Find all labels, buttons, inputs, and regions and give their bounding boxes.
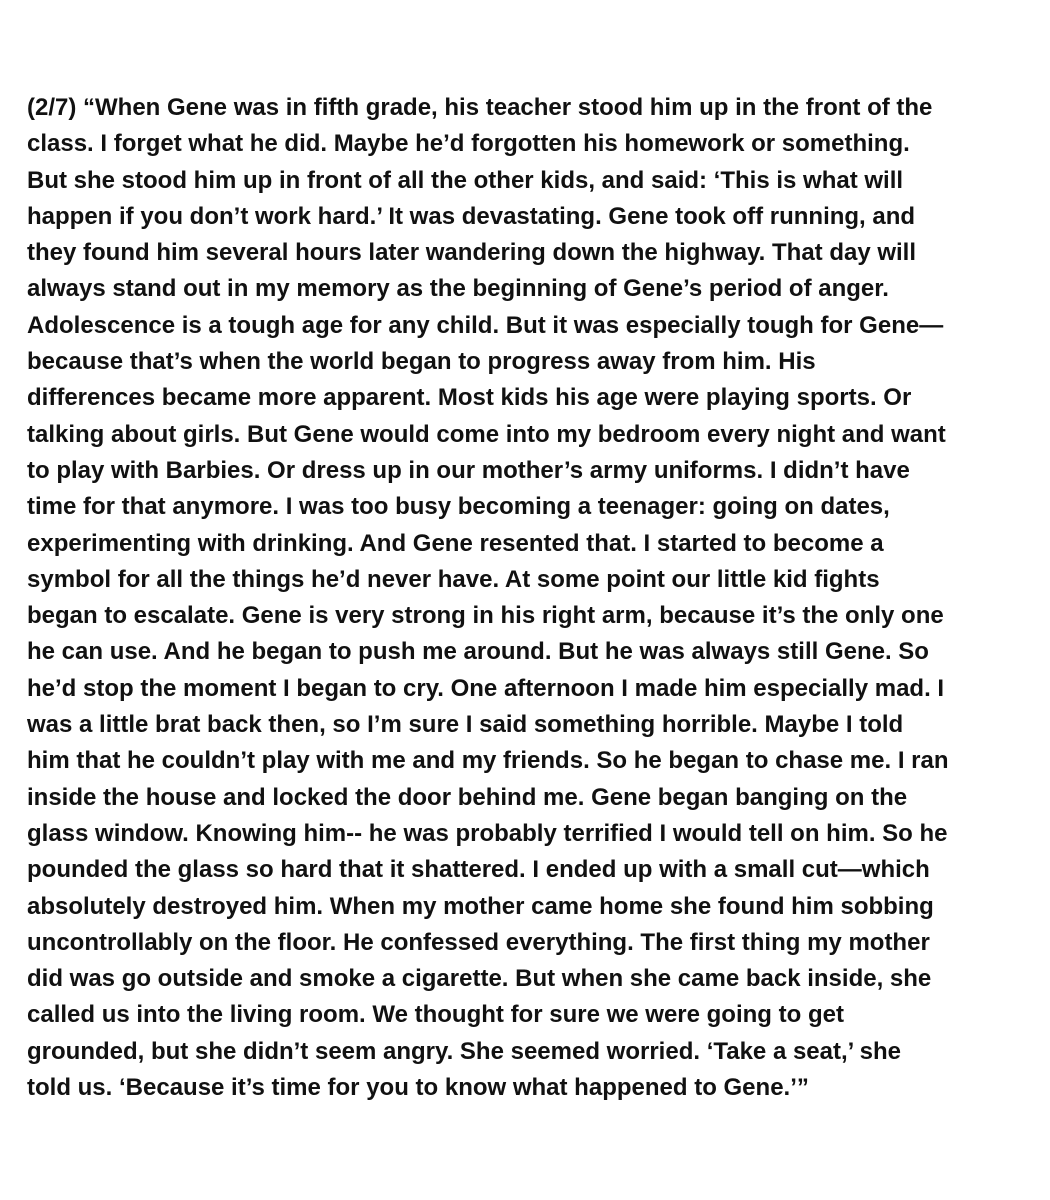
story-line: began to escalate. Gene is very strong in his right arm, because it’s the only one (27, 602, 944, 630)
story-line: called us into the living room. We thought for sure we were going to get (27, 1001, 844, 1029)
story-line: differences became more apparent. Most kids his age were playing sports. Or (27, 384, 912, 412)
story-line: he can use. And he began to push me around. But he was always still Gene. So (27, 638, 929, 666)
story-line: was a little brat back then, so I’m sure I said something horrible. Maybe I told (27, 711, 904, 739)
story-line: did was go outside and smoke a cigarette. But when she came back inside, she (27, 965, 932, 993)
story-line: experimenting with drinking. And Gene resented that. I started to become a (27, 529, 884, 557)
story-line: glass window. Knowing him-- he was probably terrified I would tell on him. So he (27, 819, 948, 847)
story-line: time for that anymore. I was too busy becoming a teenager: going on dates, (27, 493, 890, 521)
story-line: (2/7) “When Gene was in fifth grade, his teacher stood him up in the front of the (27, 94, 933, 121)
story-line: told us. ‘Because it’s time for you to know what happened to Gene.’” (27, 1074, 809, 1102)
story-line: to play with Barbies. Or dress up in our mother’s army uniforms. I didn’t have (27, 456, 910, 484)
story-line: because that’s when the world began to progress away from him. His (27, 348, 816, 376)
story-text (27, 90, 1027, 1106)
story-line: always stand out in my memory as the beginning of Gene’s period of anger. (27, 275, 889, 303)
story-line: symbol for all the things he’d never have. At some point our little kid fights (27, 565, 880, 593)
story-line: grounded, but she didn’t seem angry. She seemed worried. ‘Take a seat,’ she (27, 1037, 902, 1065)
story-line: But she stood him up in front of all the other kids, and said: ‘This is what will (27, 166, 904, 194)
story-line: him that he couldn’t play with me and my friends. So he began to chase me. I ran (27, 747, 949, 775)
story-line: talking about girls. But Gene would come into my bedroom every night and want (27, 420, 946, 448)
story-line: absolutely destroyed him. When my mother came home she found him sobbing (27, 892, 934, 920)
story-line: pounded the glass so hard that it shattered. I ended up with a small cut—which (27, 856, 930, 884)
story-line: inside the house and locked the door behind me. Gene began banging on the (27, 783, 908, 811)
story-line: class. I forget what he did. Maybe he’d forgotten his homework or something. (27, 130, 910, 158)
story-line: Adolescence is a tough age for any child. But it was especially tough for Gene— (27, 311, 944, 339)
story-line: uncontrollably on the floor. He confessed everything. The first thing my mother (27, 928, 930, 956)
story-line: he’d stop the moment I began to cry. One afternoon I made him especially mad. I (27, 674, 945, 702)
story-line: happen if you don’t work hard.’ It was devastating. Gene took off running, and (27, 202, 916, 230)
story-line: they found him several hours later wandering down the highway. That day will (27, 239, 917, 267)
